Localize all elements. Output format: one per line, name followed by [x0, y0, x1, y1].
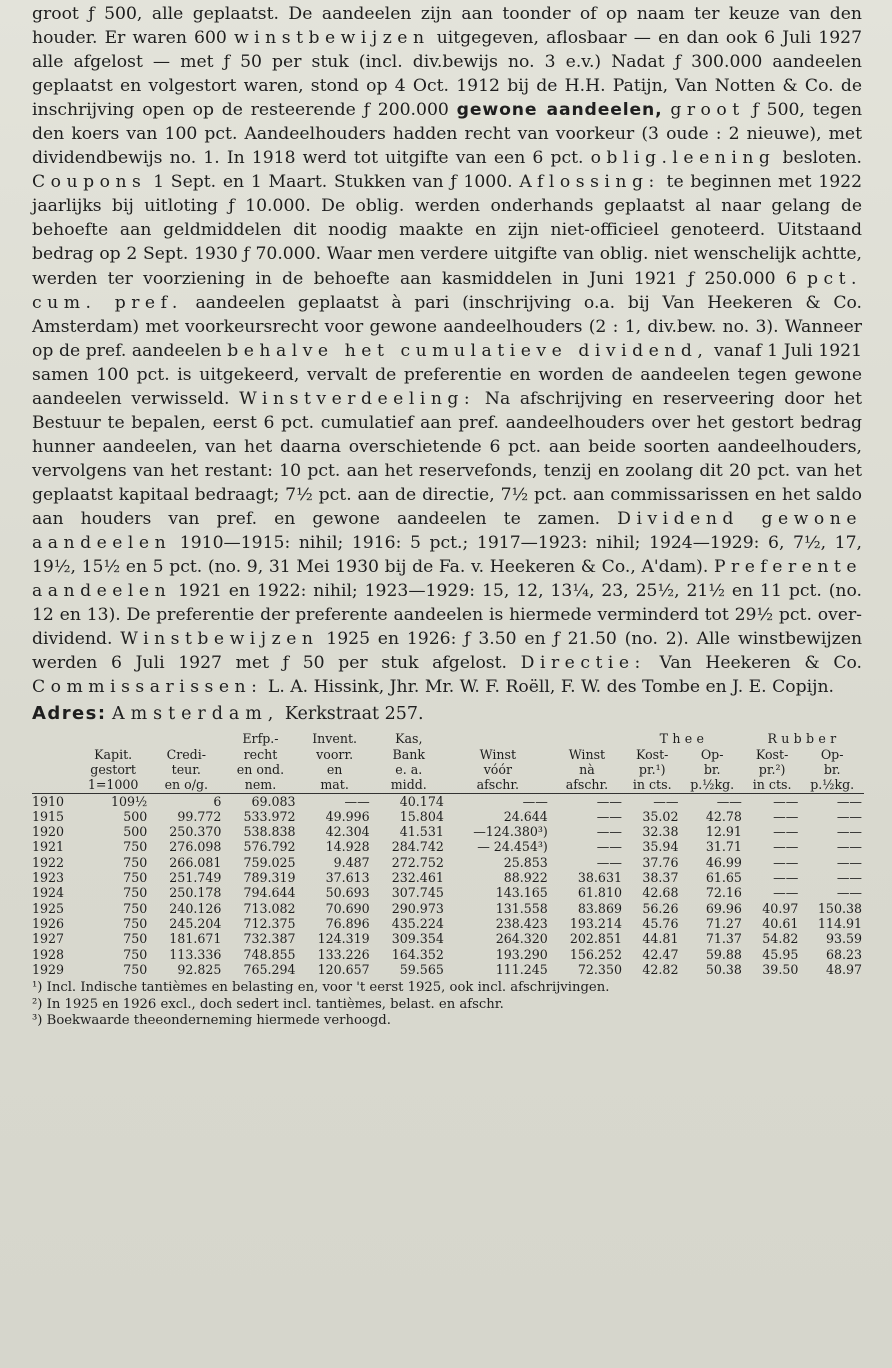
table-cell: 48.97: [825, 961, 862, 977]
header-cell: Invent.: [312, 731, 358, 747]
spaced-term: Commissarissen:: [32, 677, 263, 698]
header-cell: afschr.: [446, 777, 550, 793]
table-cell: 37.613: [325, 870, 370, 886]
header-cell: nem.: [223, 777, 297, 793]
spaced-term: behalve het cumulatieve dividend,: [227, 340, 709, 361]
table-cell: 38.631: [577, 870, 622, 886]
row-year: 1927: [32, 931, 65, 947]
table-cell: 42.82: [642, 961, 679, 977]
group-header-rubber: Rubber: [767, 731, 841, 747]
spaced-term: groot: [670, 100, 745, 121]
address-city: Amsterdam,: [112, 704, 280, 725]
row-year: 1928: [32, 946, 65, 962]
table-cell: 32.38: [642, 824, 679, 840]
header-cell: [32, 731, 77, 746]
table-cell: 133.226: [317, 946, 370, 962]
header-cell: br.: [703, 761, 721, 777]
table-row: [32, 824, 864, 839]
header-cell: gestort: [90, 761, 136, 777]
table-cell: 251.749: [169, 870, 222, 886]
row-year: 1926: [32, 915, 65, 931]
table-cell: 76.896: [325, 915, 370, 931]
table-cell: 42.68: [642, 885, 679, 901]
text-run: groot ƒ 500, alle geplaatst. De aandeelen zijn aan toonder of op naam ter keuze van den houder. Er waren 600: [32, 4, 862, 49]
table-cell: 750: [123, 870, 148, 886]
table-cell: 54.82: [762, 931, 799, 947]
row-year: 1922: [32, 854, 65, 870]
table-cell: 712.375: [243, 915, 296, 931]
table-cell: 750: [123, 931, 148, 947]
table-cell: 245.204: [169, 915, 222, 931]
table-cell: 59.565: [399, 961, 444, 977]
table-cell: 250.178: [169, 885, 222, 901]
table-cell: ——: [344, 793, 370, 809]
header-cell: midd.: [372, 777, 446, 793]
text-run: ƒ 500, tegen den koers van 100 pct. Aandeelhouders hadden recht van voorkeur (3 oude : 2 nieuwe), met dividendbewijs no. 1. In 1918 werd tot uitgifte van een 6 pct.: [32, 100, 863, 169]
row-year: 1929: [32, 961, 65, 977]
table-cell: 113.336: [169, 946, 222, 962]
spaced-term: pct. cum. pref.: [32, 268, 862, 313]
header-cell: Op-: [820, 746, 844, 762]
table-cell: 6: [213, 793, 222, 809]
table-cell: 25.853: [503, 854, 548, 870]
table-cell: 37.76: [642, 854, 679, 870]
table-cell: 114.91: [817, 915, 862, 931]
table-cell: 240.126: [169, 900, 222, 916]
table-cell: 42.304: [325, 824, 370, 840]
row-year: 1924: [32, 885, 65, 901]
table-cell: 164.352: [391, 946, 444, 962]
table-cell: ——: [653, 793, 679, 809]
header-cell: in cts.: [624, 777, 680, 793]
table-row: [32, 809, 864, 824]
table-cell: 748.855: [243, 946, 296, 962]
header-cell: recht: [243, 746, 278, 762]
header-cell: Kas,: [395, 731, 423, 747]
table-cell: ——: [836, 885, 862, 901]
header-cell: teur.: [171, 761, 201, 777]
header-cell: p.½kg.: [800, 777, 864, 793]
row-year: 1921: [32, 839, 65, 855]
header-cell: Kapit.: [94, 746, 133, 762]
row-year: 1915: [32, 808, 65, 824]
table-cell: ——: [596, 824, 622, 840]
table-cell: 150.38: [817, 900, 862, 916]
table-cell: 46.99: [705, 854, 742, 870]
table-cell: 750: [123, 854, 148, 870]
table-cell: 750: [123, 961, 148, 977]
table-cell: ——: [836, 870, 862, 886]
table-row: [32, 901, 864, 916]
header-cell: [149, 731, 223, 746]
table-cell: ——: [596, 808, 622, 824]
table-cell: 40.61: [762, 915, 799, 931]
header-cell: [77, 731, 149, 746]
table-row: [32, 870, 864, 885]
table-cell: 50.693: [325, 885, 370, 901]
table-cell: 789.319: [243, 870, 296, 886]
table-cell: 732.387: [243, 931, 296, 947]
table-cell: 750: [123, 900, 148, 916]
table-cell: 264.320: [495, 931, 548, 947]
table-cell: 35.94: [642, 839, 679, 855]
table-cell: 40.97: [762, 900, 799, 916]
header-cell: [32, 762, 77, 777]
header-cell: Erfp.-: [242, 731, 279, 747]
table-cell: 111.245: [495, 961, 548, 977]
table-cell: ——: [836, 839, 862, 855]
table-cell: 70.690: [325, 900, 370, 916]
table-cell: 69.083: [251, 793, 296, 809]
row-year: 1923: [32, 870, 65, 886]
header-row: [32, 747, 864, 762]
table-cell: —124.380³): [473, 824, 548, 840]
table-cell: 92.825: [177, 961, 222, 977]
table-row: [32, 839, 864, 854]
header-cell: p.½kg.: [680, 777, 743, 793]
address-street: Kerkstraat 257.: [284, 704, 424, 725]
table-cell: ——: [836, 854, 862, 870]
table-cell: 50.38: [705, 961, 742, 977]
header-cell: voorr.: [316, 746, 354, 762]
row-year: 1920: [32, 824, 65, 840]
table-cell: ——: [596, 839, 622, 855]
table-cell: 750: [123, 915, 148, 931]
table-cell: ——: [596, 854, 622, 870]
table-cell: ——: [773, 885, 799, 901]
table-cell: 35.02: [642, 808, 679, 824]
table-cell: 765.294: [243, 961, 296, 977]
table-cell: 120.657: [317, 961, 370, 977]
spaced-term: Winstbewijzen: [120, 629, 319, 650]
table-cell: ——: [836, 808, 862, 824]
table-cell: 49.996: [325, 808, 370, 824]
table-cell: 533.972: [243, 808, 296, 824]
table-cell: 71.37: [705, 931, 742, 947]
table-cell: ——: [773, 854, 799, 870]
table-cell: 193.290: [495, 946, 548, 962]
header-cell: e. a.: [395, 761, 423, 777]
header-cell: [550, 731, 624, 746]
text-run: Na afschrijving en reserveering door het Bestuur te bepalen, eerst 6 pct. cumulatief aan pref. aandeelhouders over het gestort bedrag hunner aandeelen, van het daarna overschietende 6 pct. aan beide soorten aandeelhouders, vervolgens van het restant: 10 pct. aan het reservefonds, tenzij en zoolang dit 20 pct. van het geplaatst kapitaal bedraagt; 7½ pct. aan de directie, 7½ pct. aan commissarissen en het saldo aan houders van pref. en gewone aandeelen te zamen.: [32, 388, 862, 529]
header-cell: afschr.: [550, 777, 624, 793]
header-row: [32, 731, 864, 746]
header-cell: 1=1000: [77, 777, 149, 793]
footnotes: [32, 980, 862, 1030]
spaced-term: Aflossing:: [519, 172, 660, 193]
table-cell: 61.65: [705, 870, 742, 886]
table-cell: 42.78: [705, 808, 742, 824]
table-cell: 193.214: [569, 915, 622, 931]
table-cell: 24.644: [503, 808, 548, 824]
text-run: te beginnen met 1922 jaarlijks bij uitloting ƒ 10.000. De oblig. werden onderhands geplaatst al naar gelang de behoefte aan geldmiddelen dit noodig maakte en zijn niet-officieel genoteerd. Uitstaand bedrag op 2 Sept. 1930 ƒ 70.000. Waar men verdere uitgifte van oblig. niet wenschelijk achtte, werden ter voorziening in de behoefte aan kasmiddelen in Juni 1921 ƒ 250.000 6: [32, 172, 863, 289]
table-cell: — 24.454³): [477, 839, 548, 855]
spaced-term: Preferente aandeelen: [32, 557, 862, 602]
header-cell: Kost-: [755, 746, 789, 762]
table-cell: 750: [123, 885, 148, 901]
table-cell: 232.461: [391, 870, 444, 886]
address-line: [32, 701, 862, 727]
table-cell: 435.224: [391, 915, 444, 931]
table-cell: 266.081: [169, 854, 222, 870]
financial-table: [32, 731, 864, 977]
bold-term: gewone aandeelen,: [456, 100, 663, 121]
table-cell: 238.423: [495, 915, 548, 931]
header-cell: Winst: [479, 746, 517, 762]
table-cell: 59.88: [705, 946, 742, 962]
header-cell: Kost-: [636, 746, 669, 762]
text-run: 1921 en 1922: nihil; 1923—1929: 15, 12, 13¼, 23, 25½, 21½ en 11 pct. (no. 12 en 13). De preferentie der preferente aandeelen is hiermede verminderd tot 29½ pct. over-dividend.: [32, 581, 862, 650]
table-cell: 38.37: [642, 870, 679, 886]
header-cell: [32, 747, 77, 762]
header-cell: en o/g.: [149, 777, 223, 793]
table-cell: 88.922: [503, 870, 548, 886]
header-row: [32, 777, 864, 793]
table-cell: 500: [123, 824, 148, 840]
row-year: 1925: [32, 900, 65, 916]
table-cell: 83.869: [577, 900, 622, 916]
table-cell: ——: [773, 824, 799, 840]
table-cell: 41.531: [399, 824, 444, 840]
spaced-term: Coupons: [32, 172, 147, 193]
table-row: [32, 947, 864, 962]
header-row: [32, 762, 864, 777]
table-cell: 109½: [110, 793, 148, 809]
table-row: [32, 855, 864, 870]
table-cell: 45.76: [642, 915, 679, 931]
header-cell: Bank: [392, 746, 426, 762]
table-cell: ——: [596, 793, 622, 809]
header-cell: nà: [579, 761, 595, 777]
header-cell: vóór: [483, 761, 512, 777]
header-cell: Credi-: [166, 746, 207, 762]
text-run: Van Heekeren & Co.: [659, 653, 863, 674]
table-cell: 272.752: [391, 854, 444, 870]
table-cell: 71.27: [705, 915, 742, 931]
group-header-thee: Thee: [659, 731, 709, 747]
spaced-term: Winstverdeeling:: [239, 388, 476, 409]
table-cell: 69.96: [705, 900, 742, 916]
table-cell: 42.47: [642, 946, 679, 962]
table-cell: ——: [716, 793, 742, 809]
footnote-3: ³) Boekwaarde theeonderneming hiermede verhoogd.: [32, 1013, 391, 1029]
table-cell: 44.81: [642, 931, 679, 947]
text-run: uitgegeven, aflosbaar — en dan ook 6 Juli 1927 alle afgelost — met ƒ 50 per stuk (incl. div.bewijs no. 3 e.v.) Nadat ƒ 300.000 aandeelen geplaatst en volgestort waren, stond op 4 Oct. 1912 bij de H.H. Patijn, Van Notten & Co. de inschrijving open op de resteerende ƒ 200.000: [32, 28, 863, 121]
table-cell: 750: [123, 946, 148, 962]
table-cell: 713.082: [243, 900, 296, 916]
table-cell: 500: [123, 808, 148, 824]
table-cell: 156.252: [569, 946, 622, 962]
table-cell: 12.91: [705, 824, 742, 840]
table-row: [32, 916, 864, 931]
text-run: 1910—1915: nihil; 1916: 5 pct.; 1917—1923: nihil; 1924—1929: 6, 7½, 17, 19½, 15½ en 5 pct. (no. 9, 31 Mei 1930 bij de Fa. v. Heekeren & Co., A'dam).: [32, 533, 863, 578]
header-cell: pr.²): [758, 761, 786, 777]
table-row: [32, 931, 864, 946]
table-cell: 290.973: [391, 900, 444, 916]
header-cell: pr.¹): [638, 761, 666, 777]
paragraph: [32, 2, 862, 699]
header-cell: br.: [823, 761, 841, 777]
table-cell: 759.025: [243, 854, 296, 870]
header-cell: mat.: [298, 777, 372, 793]
table-cell: ——: [522, 793, 548, 809]
text-run: 1 Sept. en 1 Maart. Stukken van ƒ 1000.: [153, 172, 513, 193]
table-cell: 250.370: [169, 824, 222, 840]
table-cell: ——: [773, 870, 799, 886]
table-cell: 99.772: [177, 808, 222, 824]
header-cell: en ond.: [236, 761, 285, 777]
table-cell: 93.59: [825, 931, 862, 947]
table-cell: 202.851: [569, 931, 622, 947]
table-head: [32, 731, 864, 793]
text-run: besloten.: [782, 148, 862, 169]
table-cell: 307.745: [391, 885, 444, 901]
table-body: [32, 793, 864, 977]
text-run: aandeelen geplaatst à pari (inschrijving o.a. bij Van Heekeren & Co. Amsterdam) met voorkeursrecht voor gewone aandeelhouders (2 : 1, div.bew. no. 3). Wanneer op de pref. aandeelen: [32, 292, 863, 361]
table-row: [32, 885, 864, 900]
header-cell: [446, 731, 550, 746]
table-cell: 124.319: [317, 931, 370, 947]
header-cell: in cts.: [744, 777, 800, 793]
table-cell: 68.23: [825, 946, 862, 962]
text-run: L. A. Hissink, Jhr. Mr. W. F. Roëll, F. W. des Tombe en J. E. Copijn.: [267, 677, 834, 698]
text-run: 1925 en 1926: ƒ 3.50 en ƒ 21.50 (no. 2). Alle winstbewijzen werden 6 Juli 1927 met ƒ 50 per stuk afgelost.: [32, 629, 863, 674]
table-cell: 40.174: [399, 793, 444, 809]
table-cell: 794.644: [243, 885, 296, 901]
table-cell: 72.16: [705, 885, 742, 901]
table-cell: 181.671: [169, 931, 222, 947]
table-cell: 56.26: [642, 900, 679, 916]
footnote-1: ¹) Incl. Indische tantièmes en belasting en, voor 't eerst 1925, ook incl. afschrijvingen.: [32, 980, 610, 996]
table-cell: 276.098: [169, 839, 222, 855]
table-cell: 9.487: [333, 854, 370, 870]
text-run: vanaf 1 Juli 1921 samen 100 pct. is uitgekeerd, vervalt de preferentie en worden de aandeelen tegen gewone aandeelen verwisseld.: [32, 340, 863, 409]
table-cell: ——: [773, 808, 799, 824]
header-cell: Winst: [568, 746, 606, 762]
address-label: Adres:: [32, 703, 107, 725]
header-cell: [32, 777, 77, 793]
row-year: 1910: [32, 793, 65, 809]
spaced-term: Dividend gewone aandeelen: [32, 508, 862, 554]
table-cell: 538.838: [243, 824, 296, 840]
table-cell: ——: [773, 793, 799, 809]
table-cell: 39.50: [762, 961, 799, 977]
table-row: [32, 962, 864, 977]
footnote-2: ²) In 1925 en 1926 excl., doch sedert incl. tantièmes, belast. en afschr.: [32, 996, 504, 1012]
table-cell: ——: [836, 824, 862, 840]
table-cell: 576.792: [243, 839, 296, 855]
table-cell: 750: [123, 839, 148, 855]
table-cell: 309.354: [391, 931, 444, 947]
spaced-term: oblig.leening: [590, 148, 776, 169]
table-row: [32, 793, 864, 809]
table-cell: 15.804: [399, 808, 444, 824]
spaced-term: winstbewijzen: [233, 28, 430, 49]
table-cell: 284.742: [391, 839, 444, 855]
table-cell: ——: [836, 793, 862, 809]
table-cell: 14.928: [325, 839, 370, 855]
spaced-term: Directie:: [520, 653, 646, 674]
header-cell: en: [326, 761, 343, 777]
header-cell: Op-: [700, 746, 724, 762]
body-text: [32, 2, 862, 699]
table-cell: 61.810: [577, 885, 622, 901]
table-cell: 72.350: [577, 961, 622, 977]
table-cell: 45.95: [762, 946, 799, 962]
table-cell: 143.165: [495, 885, 548, 901]
table-cell: 131.558: [495, 900, 548, 916]
table-cell: 31.71: [705, 839, 742, 855]
table-cell: ——: [773, 839, 799, 855]
